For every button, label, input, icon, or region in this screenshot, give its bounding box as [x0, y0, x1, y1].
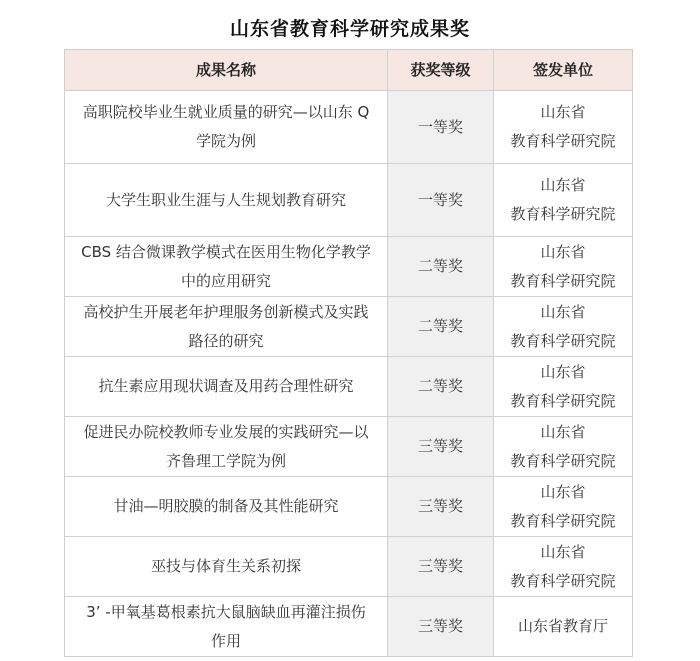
cell-issuer: 山东省 教育科学研究院	[494, 237, 633, 297]
cell-level: 一等奖	[388, 91, 494, 164]
table-row	[65, 537, 633, 597]
cell-name: 促进民办院校教师专业发展的实践研究—以 齐鲁理工学院为例	[65, 417, 388, 477]
cell-level: 三等奖	[388, 537, 494, 597]
header-name: 成果名称	[65, 50, 388, 91]
header-level: 获奖等级	[388, 50, 494, 91]
cell-issuer: 山东省 教育科学研究院	[494, 297, 633, 357]
table-header-row	[65, 50, 633, 91]
cell-level: 二等奖	[388, 357, 494, 417]
table-row	[65, 357, 633, 417]
table-row	[65, 297, 633, 357]
cell-issuer: 山东省 教育科学研究院	[494, 477, 633, 537]
table-row	[65, 164, 633, 237]
cell-level: 二等奖	[388, 237, 494, 297]
cell-name: 高职院校毕业生就业质量的研究—以山东 Q 学院为例	[65, 91, 388, 164]
cell-level: 三等奖	[388, 597, 494, 657]
table-row	[65, 237, 633, 297]
header-issuer: 签发单位	[494, 50, 633, 91]
table-row	[65, 417, 633, 477]
cell-name: 巫技与体育生关系初探	[65, 537, 388, 597]
table-row	[65, 597, 633, 657]
cell-level: 二等奖	[388, 297, 494, 357]
cell-level: 一等奖	[388, 164, 494, 237]
cell-issuer: 山东省 教育科学研究院	[494, 357, 633, 417]
cell-level: 三等奖	[388, 417, 494, 477]
cell-issuer: 山东省 教育科学研究院	[494, 537, 633, 597]
cell-name: 甘油—明胶膜的制备及其性能研究	[65, 477, 388, 537]
cell-issuer: 山东省 教育科学研究院	[494, 417, 633, 477]
cell-issuer: 山东省教育厅	[494, 597, 633, 657]
cell-level: 三等奖	[388, 477, 494, 537]
cell-issuer: 山东省 教育科学研究院	[494, 164, 633, 237]
awards-table	[64, 49, 633, 657]
page-title: 山东省教育科学研究成果奖	[229, 18, 470, 40]
cell-name: 大学生职业生涯与人生规划教育研究	[65, 164, 388, 237]
table-row	[65, 91, 633, 164]
cell-name: 3’ -甲氧基葛根素抗大鼠脑缺血再灌注损伤 作用	[65, 597, 388, 657]
cell-name: 抗生素应用现状调查及用药合理性研究	[65, 357, 388, 417]
cell-issuer: 山东省 教育科学研究院	[494, 91, 633, 164]
cell-name: 高校护生开展老年护理服务创新模式及实践 路径的研究	[65, 297, 388, 357]
table-row	[65, 477, 633, 537]
cell-name: CBS 结合微课教学模式在医用生物化学教学 中的应用研究	[65, 237, 388, 297]
